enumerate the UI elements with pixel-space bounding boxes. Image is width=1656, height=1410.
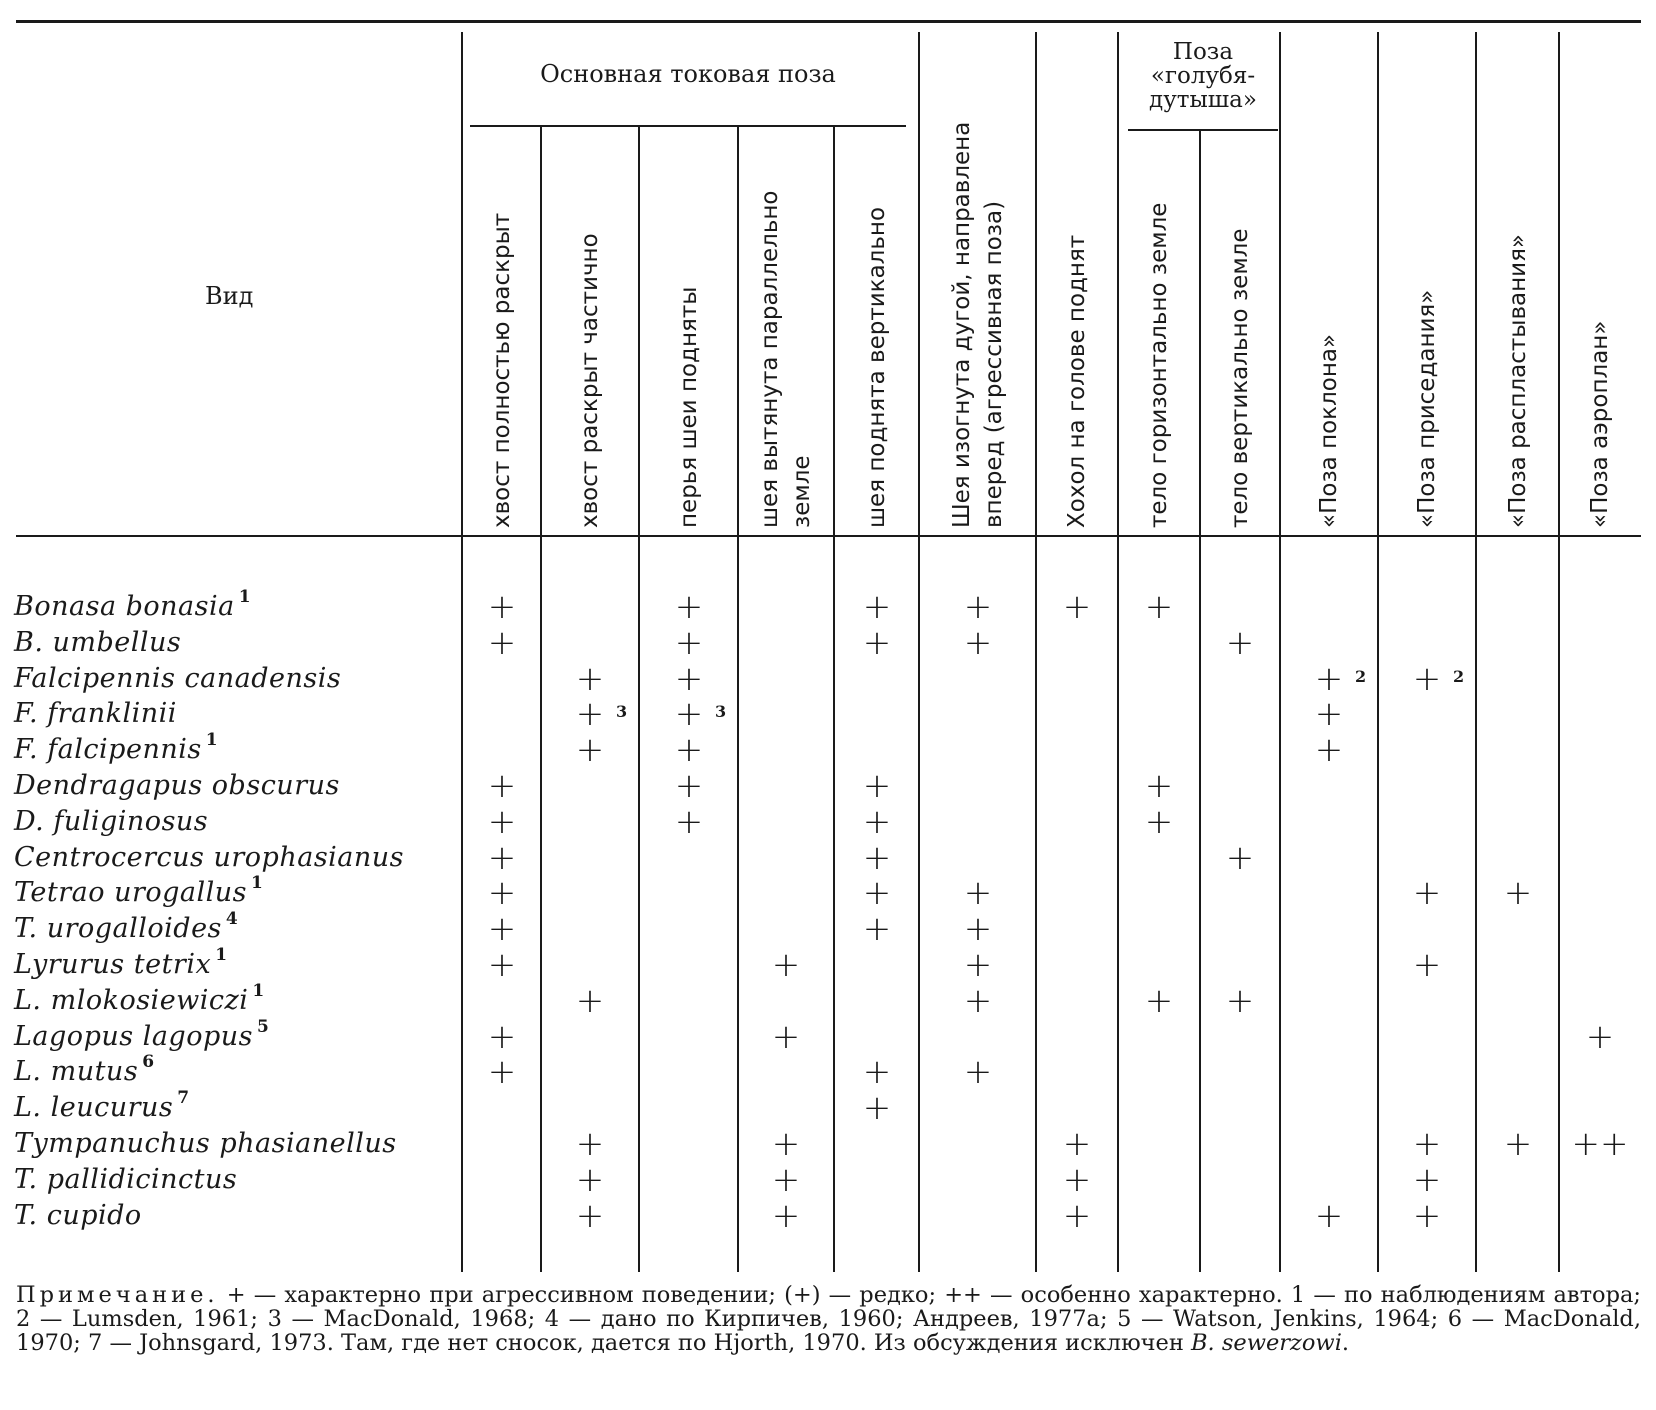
mark-cell bbox=[857, 802, 897, 842]
species-footnote-ref: 1 bbox=[252, 981, 265, 1001]
mark-cell bbox=[958, 1052, 998, 1092]
mark-symbol: + bbox=[575, 981, 605, 1021]
mark-cell bbox=[669, 659, 709, 699]
species-footnote-ref: 1 bbox=[238, 587, 252, 607]
species-text: T. urogalloides bbox=[14, 913, 222, 944]
mark-cell bbox=[669, 730, 709, 770]
column-line bbox=[1279, 32, 1281, 1272]
mark-cell bbox=[766, 1196, 806, 1236]
mark-symbol: + bbox=[487, 623, 517, 663]
mark-symbol: + bbox=[1225, 981, 1255, 1021]
mark-cell bbox=[570, 730, 610, 770]
mark-symbol: + bbox=[674, 659, 704, 699]
mark-cell bbox=[669, 694, 727, 734]
column-line bbox=[918, 32, 920, 1272]
mark-symbol: + bbox=[487, 945, 517, 985]
column-header-13: «Поза аэроплан» bbox=[1587, 320, 1613, 528]
mark-symbol: + bbox=[1585, 1017, 1615, 1057]
mark-cell bbox=[570, 1160, 610, 1200]
species-text: F. franklinii bbox=[14, 698, 177, 729]
species-footnote-ref: 1 bbox=[215, 945, 228, 965]
note-end: . bbox=[1341, 1330, 1350, 1356]
column-line bbox=[833, 127, 835, 1272]
mark-symbol: + bbox=[1503, 873, 1533, 913]
mark-symbol: + bbox=[487, 1052, 517, 1092]
mark-cell bbox=[1407, 1160, 1447, 1200]
column-header-8: тело горизонтально земле bbox=[1146, 202, 1172, 528]
mark-cell bbox=[570, 659, 610, 699]
mark-cell bbox=[482, 909, 522, 949]
column-line bbox=[1558, 32, 1560, 1272]
column-line bbox=[1117, 32, 1119, 1272]
mark-cell bbox=[1580, 1017, 1620, 1057]
column-header-11: «Поза приседания» bbox=[1414, 289, 1440, 528]
species-text: F. falcipennis bbox=[14, 734, 202, 765]
mark-cell bbox=[1139, 766, 1179, 806]
mark-cell bbox=[766, 1160, 806, 1200]
column-header-12: «Поза распластывания» bbox=[1505, 234, 1531, 528]
species-text: Dendragapus obscurus bbox=[14, 770, 340, 801]
mark-symbol: + bbox=[1503, 1124, 1533, 1164]
mark-symbol: + bbox=[771, 945, 801, 985]
mark-footnote-ref: 3 bbox=[616, 702, 628, 721]
species-name bbox=[14, 1052, 155, 1087]
mark-cell bbox=[482, 1017, 522, 1057]
species-text: L. leucurus bbox=[14, 1092, 174, 1123]
mark-cell bbox=[857, 1088, 897, 1128]
header-bottom-rule bbox=[16, 535, 1641, 537]
mark-symbol: + bbox=[862, 838, 892, 878]
mark-cell bbox=[1220, 623, 1260, 663]
mark-cell bbox=[482, 873, 522, 913]
mark-cell bbox=[857, 766, 897, 806]
mark-cell bbox=[482, 802, 522, 842]
column-header-6: Шея изогнута дугой, направлена вперед (агрессивная поза) bbox=[949, 121, 1007, 528]
mark-cell bbox=[857, 587, 897, 627]
species-name bbox=[14, 730, 219, 765]
mark-cell bbox=[482, 838, 522, 878]
mark-cell bbox=[1139, 802, 1179, 842]
species-text: Bonasa bonasia bbox=[14, 591, 235, 622]
mark-cell bbox=[1309, 730, 1349, 770]
mark-cell bbox=[1498, 1124, 1538, 1164]
species-text: Centrocercus urophasianus bbox=[14, 842, 405, 873]
mark-symbol: + bbox=[1314, 659, 1344, 699]
column-line bbox=[1035, 32, 1037, 1272]
mark-symbol: + bbox=[575, 1160, 605, 1200]
species-footnote-ref: 1 bbox=[251, 873, 264, 893]
species-text: Lyrurus tetrix bbox=[14, 949, 212, 980]
mark-symbol: + bbox=[674, 730, 704, 770]
mark-symbol: + bbox=[1144, 766, 1174, 806]
mark-symbol: + bbox=[1314, 694, 1344, 734]
column-line bbox=[1377, 32, 1379, 1272]
mark-symbol: + bbox=[963, 587, 993, 627]
mark-cell bbox=[570, 694, 628, 734]
column-line bbox=[1475, 32, 1477, 1272]
mark-cell bbox=[482, 1052, 522, 1092]
mark-cell bbox=[482, 587, 522, 627]
mark-cell bbox=[1220, 981, 1260, 1021]
mark-symbol: + bbox=[1314, 730, 1344, 770]
note-text: + — характерно при агрессивном поведении; (+) — редко; ++ — особенно характерно. 1 — по наблюдениям автора; 2 — Lumsden, 1961; 3 — MacDonald, 1968; 4 — дано по Кирпичев, 1960; Андреев, 1977а; 5 — Watson, Jenkins, 1964; 6 — MacDonald, 1970; 7 — Johnsgard, 1973. Там, где нет сносок, дается по Hjorth, 1970. Из обсуждения исключен bbox=[16, 1282, 1641, 1356]
mark-symbol: + bbox=[575, 1124, 605, 1164]
mark-symbol: + bbox=[1225, 838, 1255, 878]
mark-cell bbox=[1568, 1124, 1632, 1164]
mark-symbol: + bbox=[674, 694, 704, 734]
mark-symbol: + bbox=[1412, 945, 1442, 985]
species-text: L. mutus bbox=[14, 1056, 139, 1087]
mark-symbol: + bbox=[575, 659, 605, 699]
species-name bbox=[14, 842, 404, 873]
mark-cell bbox=[1057, 1160, 1097, 1200]
mark-symbol: + bbox=[862, 587, 892, 627]
column-header-2: хвост раскрыт частично bbox=[577, 233, 603, 528]
mark-symbol: + bbox=[1062, 1124, 1092, 1164]
mark-symbol: + bbox=[1062, 1160, 1092, 1200]
column-header-9: тело вертикально земле bbox=[1227, 228, 1253, 528]
column-header-7: Хохол на голове поднят bbox=[1064, 234, 1090, 528]
column-line bbox=[737, 127, 739, 1272]
mark-symbol: + bbox=[1225, 623, 1255, 663]
mark-symbol: ++ bbox=[1571, 1124, 1629, 1164]
species-text: Lagopus lagopus bbox=[14, 1021, 253, 1052]
mark-cell bbox=[766, 945, 806, 985]
species-name bbox=[14, 806, 208, 837]
mark-cell bbox=[958, 873, 998, 913]
mark-symbol: + bbox=[575, 1196, 605, 1236]
mark-cell bbox=[1057, 1196, 1097, 1236]
mark-symbol: + bbox=[487, 873, 517, 913]
species-text: B. umbellus bbox=[14, 627, 182, 658]
species-column-header: Вид bbox=[205, 282, 254, 310]
mark-cell bbox=[958, 945, 998, 985]
mark-symbol: + bbox=[674, 766, 704, 806]
mark-symbol: + bbox=[674, 802, 704, 842]
mark-cell bbox=[958, 909, 998, 949]
mark-cell bbox=[857, 623, 897, 663]
mark-cell bbox=[766, 1017, 806, 1057]
mark-cell bbox=[857, 1052, 897, 1092]
mark-symbol: + bbox=[862, 1088, 892, 1128]
column-header-3: перья шеи подняты bbox=[676, 286, 702, 528]
mark-symbol: + bbox=[487, 766, 517, 806]
table-top-rule bbox=[16, 20, 1641, 23]
mark-cell bbox=[1220, 838, 1260, 878]
mark-symbol: + bbox=[1314, 1196, 1344, 1236]
mark-cell bbox=[958, 981, 998, 1021]
mark-symbol: + bbox=[1412, 873, 1442, 913]
mark-symbol: + bbox=[963, 873, 993, 913]
mark-cell bbox=[1407, 659, 1465, 699]
mark-cell bbox=[669, 766, 709, 806]
species-name bbox=[14, 1017, 270, 1052]
mark-symbol: + bbox=[487, 838, 517, 878]
mark-symbol: + bbox=[674, 623, 704, 663]
mark-symbol: + bbox=[862, 766, 892, 806]
species-footnote-ref: 4 bbox=[225, 909, 239, 929]
mark-symbol: + bbox=[963, 981, 993, 1021]
mark-symbol: + bbox=[1062, 1196, 1092, 1236]
mark-symbol: + bbox=[487, 587, 517, 627]
mark-cell bbox=[482, 945, 522, 985]
species-name bbox=[14, 587, 252, 622]
species-name bbox=[14, 1164, 237, 1195]
mark-symbol: + bbox=[963, 1052, 993, 1092]
mark-cell bbox=[857, 909, 897, 949]
mark-cell bbox=[1498, 873, 1538, 913]
mark-symbol: + bbox=[1144, 587, 1174, 627]
mark-symbol: + bbox=[1144, 981, 1174, 1021]
column-header-1: хвост полностью раскрыт bbox=[489, 212, 515, 528]
mark-symbol: + bbox=[1062, 587, 1092, 627]
mark-symbol: + bbox=[1412, 659, 1442, 699]
mark-cell bbox=[570, 1124, 610, 1164]
mark-cell bbox=[669, 587, 709, 627]
species-text: T. pallidicinctus bbox=[14, 1164, 238, 1195]
table-note bbox=[16, 1283, 1641, 1355]
mark-symbol: + bbox=[862, 909, 892, 949]
species-text: Falcipennis canadensis bbox=[14, 663, 342, 694]
group-main-header: Основная токовая поза bbox=[540, 60, 836, 88]
species-footnote-ref: 7 bbox=[177, 1088, 190, 1108]
mark-cell bbox=[669, 623, 709, 663]
species-name bbox=[14, 981, 265, 1016]
species-name bbox=[14, 909, 239, 944]
species-name bbox=[14, 1088, 190, 1123]
mark-cell bbox=[669, 802, 709, 842]
column-line bbox=[540, 127, 542, 1272]
group-pigeon-underline bbox=[1128, 129, 1278, 131]
mark-cell bbox=[958, 587, 998, 627]
mark-cell bbox=[1309, 694, 1349, 734]
mark-cell bbox=[570, 981, 610, 1021]
column-header-10: «Поза поклона» bbox=[1316, 333, 1342, 528]
species-name bbox=[14, 1200, 142, 1231]
mark-symbol: + bbox=[963, 945, 993, 985]
column-header-5: шея поднята вертикально bbox=[864, 206, 890, 528]
mark-symbol: + bbox=[487, 1017, 517, 1057]
group-pigeon-header: Поза «голубя-дутыша» bbox=[1149, 39, 1257, 113]
species-name bbox=[14, 770, 340, 801]
column-line bbox=[1199, 131, 1201, 1272]
species-text: Tympanuchus phasianellus bbox=[14, 1128, 397, 1159]
mark-symbol: + bbox=[771, 1124, 801, 1164]
mark-footnote-ref: 2 bbox=[1355, 667, 1367, 686]
mark-cell bbox=[1407, 1196, 1447, 1236]
mark-symbol: + bbox=[862, 623, 892, 663]
species-name bbox=[14, 945, 228, 980]
mark-symbol: + bbox=[771, 1017, 801, 1057]
column-line bbox=[638, 127, 640, 1272]
mark-cell bbox=[482, 766, 522, 806]
species-text: D. fuliginosus bbox=[14, 806, 209, 837]
species-footnote-ref: 5 bbox=[256, 1017, 270, 1037]
species-text: Tetrao urogallus bbox=[14, 877, 248, 908]
group-main-underline bbox=[470, 125, 906, 127]
mark-footnote-ref: 2 bbox=[1453, 667, 1465, 686]
mark-symbol: + bbox=[1412, 1196, 1442, 1236]
mark-cell bbox=[1057, 587, 1097, 627]
mark-cell bbox=[1309, 1196, 1349, 1236]
mark-cell bbox=[1139, 587, 1179, 627]
column-header-4: шея вытянута параллельно земле bbox=[757, 190, 815, 528]
mark-symbol: + bbox=[963, 623, 993, 663]
mark-symbol: + bbox=[862, 873, 892, 913]
species-name bbox=[14, 873, 264, 908]
mark-cell bbox=[958, 623, 998, 663]
species-name bbox=[14, 698, 177, 729]
mark-cell bbox=[1057, 1124, 1097, 1164]
mark-symbol: + bbox=[771, 1196, 801, 1236]
mark-symbol: + bbox=[963, 909, 993, 949]
mark-cell bbox=[857, 838, 897, 878]
mark-cell bbox=[570, 1196, 610, 1236]
species-text: L. mlokosiewiczi bbox=[14, 985, 249, 1016]
note-label: Примечание. bbox=[16, 1282, 219, 1308]
species-footnote-ref: 1 bbox=[205, 730, 219, 750]
mark-symbol: + bbox=[862, 802, 892, 842]
mark-symbol: + bbox=[771, 1160, 801, 1200]
mark-symbol: + bbox=[1144, 802, 1174, 842]
mark-symbol: + bbox=[575, 694, 605, 734]
species-text: T. cupido bbox=[14, 1200, 142, 1231]
mark-symbol: + bbox=[487, 802, 517, 842]
species-name bbox=[14, 663, 341, 694]
mark-cell bbox=[482, 623, 522, 663]
mark-symbol: + bbox=[1412, 1160, 1442, 1200]
note-excluded-species: B. sewerzowi bbox=[1191, 1330, 1342, 1356]
mark-cell bbox=[1309, 659, 1367, 699]
species-name bbox=[14, 1128, 397, 1159]
column-line bbox=[461, 32, 463, 1272]
mark-cell bbox=[1139, 981, 1179, 1021]
mark-symbol: + bbox=[575, 730, 605, 770]
mark-cell bbox=[1407, 1124, 1447, 1164]
species-name bbox=[14, 627, 181, 658]
mark-symbol: + bbox=[487, 909, 517, 949]
mark-cell bbox=[766, 1124, 806, 1164]
mark-cell bbox=[857, 873, 897, 913]
mark-footnote-ref: 3 bbox=[715, 702, 727, 721]
mark-symbol: + bbox=[862, 1052, 892, 1092]
mark-cell bbox=[1407, 873, 1447, 913]
mark-symbol: + bbox=[674, 587, 704, 627]
mark-cell bbox=[1407, 945, 1447, 985]
species-footnote-ref: 6 bbox=[142, 1052, 155, 1072]
mark-symbol: + bbox=[1412, 1124, 1442, 1164]
